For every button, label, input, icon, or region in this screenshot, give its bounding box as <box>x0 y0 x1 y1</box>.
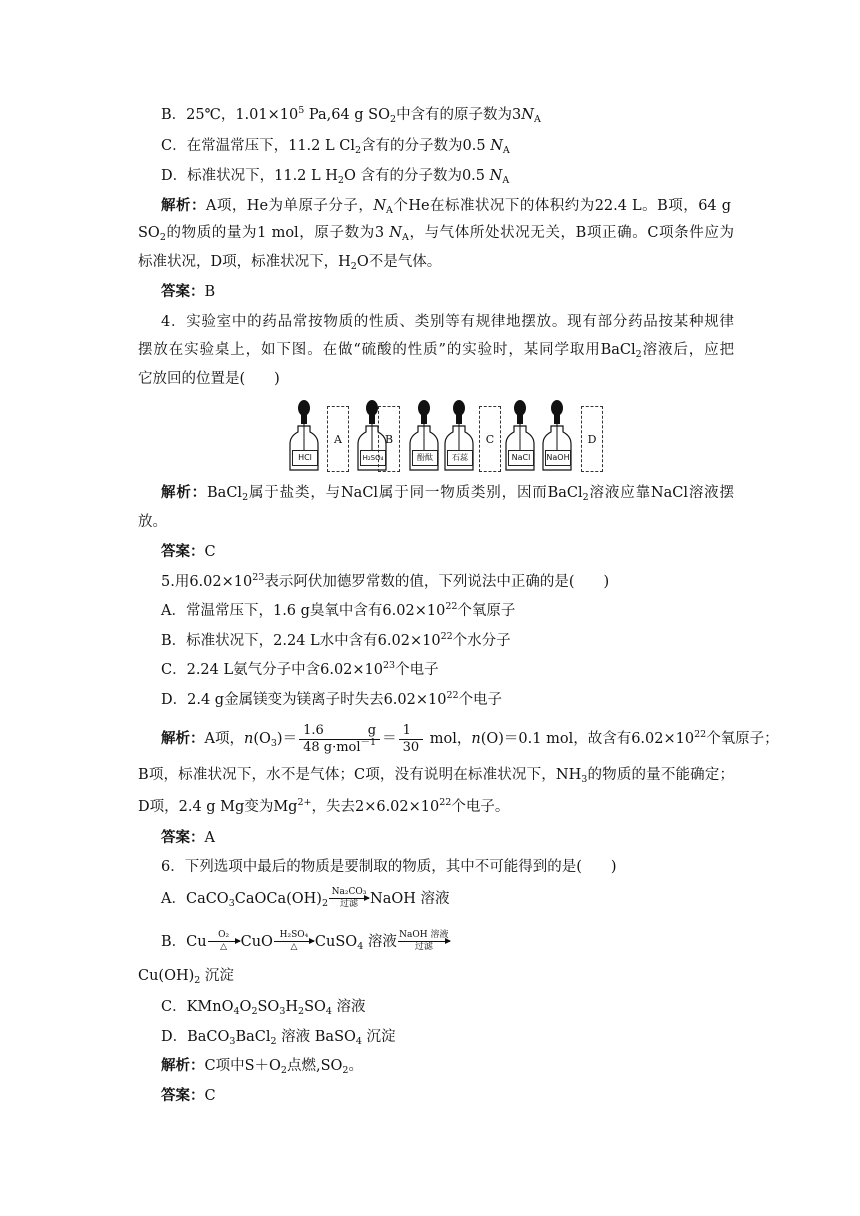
reaction-arrow: Na₂CO₃ 过滤 <box>329 887 369 911</box>
reaction-arrow: O₂ △ <box>208 930 240 954</box>
q6-option-a: A．$CaCO_3CaOCa(OH)_2$ Na₂CO₃ 过滤 NaOH 溶液 <box>161 887 450 909</box>
bottle-label: H₂SO₄ <box>360 450 386 466</box>
slot-b: B <box>378 406 400 472</box>
bottle-label: NaCl <box>508 450 534 466</box>
fraction-one-thirtieth: $\frac{1}{30}$ <box>399 723 424 756</box>
slot-a: A <box>327 406 349 472</box>
fraction-mass-over-molar-mass: $\frac{1.6 g}{48 g\cdot mol^{-1}}$ <box>299 723 380 756</box>
q3-option-b: B．25℃，$1.01\times 10^5$ Pa,64 g $SO_2$中含有的原子数为$3N_A$ <box>161 105 541 125</box>
q5-analysis-line-1: 解析：A项，$n(O_3)=$ $\frac{1.6 g}{48 g\cdot mol^{-1}}$ ＝ $\frac{1}{30}$ mol，n(O)＝0.1 mol，故含有$6.02\times 10^{22}$个氧原子； <box>161 722 779 755</box>
q4-analysis-line-2: 放。 <box>138 514 167 530</box>
q6-option-b-line-2: $Cu(OH)_2$ 沉淀 <box>138 968 234 986</box>
q4-answer: 答案：C <box>161 543 216 560</box>
q3-analysis-line-1: 解析：A项，He为单原子分子，$N_A$个He在标准状况下的体积约为22.4 L。B项，64 g <box>161 197 732 216</box>
reaction-arrow: NaOH 溶液 过滤 <box>399 930 449 952</box>
q3-option-c: C．在常温常压下，11.2 L $Cl_2$含有的分子数为0.5 $N_A$ <box>161 138 510 156</box>
q4-stem-line-2: 摆放在实验桌上，如下图。在做“硫酸的性质”的实验时，某同学取用BaCl$_2$溶液后，应把 <box>138 342 735 360</box>
q6-option-c: C．$KMnO_4O_2SO_3H_2SO_4$ 溶液 <box>161 999 366 1017</box>
q6-option-b: B．Cu O₂ △ CuO H₂SO₄ △ CuSO$_4$ 溶液 NaOH 溶液 过滤 <box>161 930 449 952</box>
q5-option-a: A．常温常压下，1.6 g臭氧中含有$6.02\times 10^{22}$个氧原子 <box>161 601 516 619</box>
q5-answer: 答案：A <box>161 829 215 846</box>
q6-answer: 答案：C <box>161 1087 216 1104</box>
q6-analysis: 解析：C项中$S+O_2$点燃$,SO_2$。 <box>161 1057 363 1076</box>
q5-analysis-line-2: B项，标准状况下，水不是气体；C项，没有说明在标准状况下，$NH_3$的物质的量不能确定； <box>138 767 735 785</box>
reagent-bottle-naoh <box>540 428 574 472</box>
reagent-bottle-phenolphthalein <box>407 428 441 472</box>
bottle-label: 石蕊 <box>447 450 473 466</box>
reagent-bottle-litmus <box>442 428 476 472</box>
reagent-bottles-figure <box>287 398 607 474</box>
slot-d: D <box>581 406 603 472</box>
q5-analysis-line-3: D项，2.4 g Mg变为$Mg^{2+}$，失去$2\times 6.02\times 10^{22}$个电子。 <box>138 797 510 815</box>
reagent-bottle-hcl <box>287 428 321 472</box>
q6-stem: 6．下列选项中最后的物质是要制取的物质，其中不可能得到的是( ) <box>161 859 617 875</box>
bottle-label: HCl <box>292 450 318 466</box>
q4-analysis-line-1: 解析：BaCl$_2$属于盐类，与NaCl属于同一物质类别，因而BaCl$_2$溶液应靠NaCl溶液摆 <box>161 484 734 503</box>
q6-option-d: D．BaCO$_3$BaCl$_2$ 溶液 BaSO$_4$ 沉淀 <box>161 1029 396 1047</box>
q3-answer: 答案：B <box>161 283 216 300</box>
q3-analysis-line-2: $SO_2$的物质的量为1 mol，原子数为3 $N_A$，与气体所处状况无关，B项正确。C项条件应为 <box>138 225 734 243</box>
q5-stem: 5.用$6.02\times 10^{23}$表示阿伏加德罗常数的值，下列说法中正确的是( ) <box>161 572 610 590</box>
reagent-bottle-nacl <box>503 428 537 472</box>
slot-c: C <box>479 406 501 472</box>
q3-analysis-line-3: 标准状况，D项，标准状况下，$H_2O$不是气体。 <box>138 254 442 272</box>
bottle-label: NaOH <box>545 450 571 466</box>
q5-option-c: C．2.24 L氨气分子中含$6.02\times 10^{23}$个电子 <box>161 660 439 678</box>
q4-stem-line-3: 它放回的位置是( ) <box>138 371 280 387</box>
q4-stem-line-1: 4．实验室中的药品常按物质的性质、类别等有规律地摆放。现有部分药品按某种规律 <box>161 314 734 330</box>
q3-option-d: D．标准状况下，11.2 L $H_2O$ 含有的分子数为0.5 $N_A$ <box>161 168 510 186</box>
q5-option-d: D．2.4 g金属镁变为镁离子时失去$6.02\times 10^{22}$个电子 <box>161 690 503 708</box>
bottle-label: 酚酞 <box>412 450 438 466</box>
reaction-arrow: H₂SO₄ △ <box>274 930 314 954</box>
q5-option-b: B．标准状况下，2.24 L水中含有$6.02\times 10^{22}$个水分子 <box>161 631 511 649</box>
